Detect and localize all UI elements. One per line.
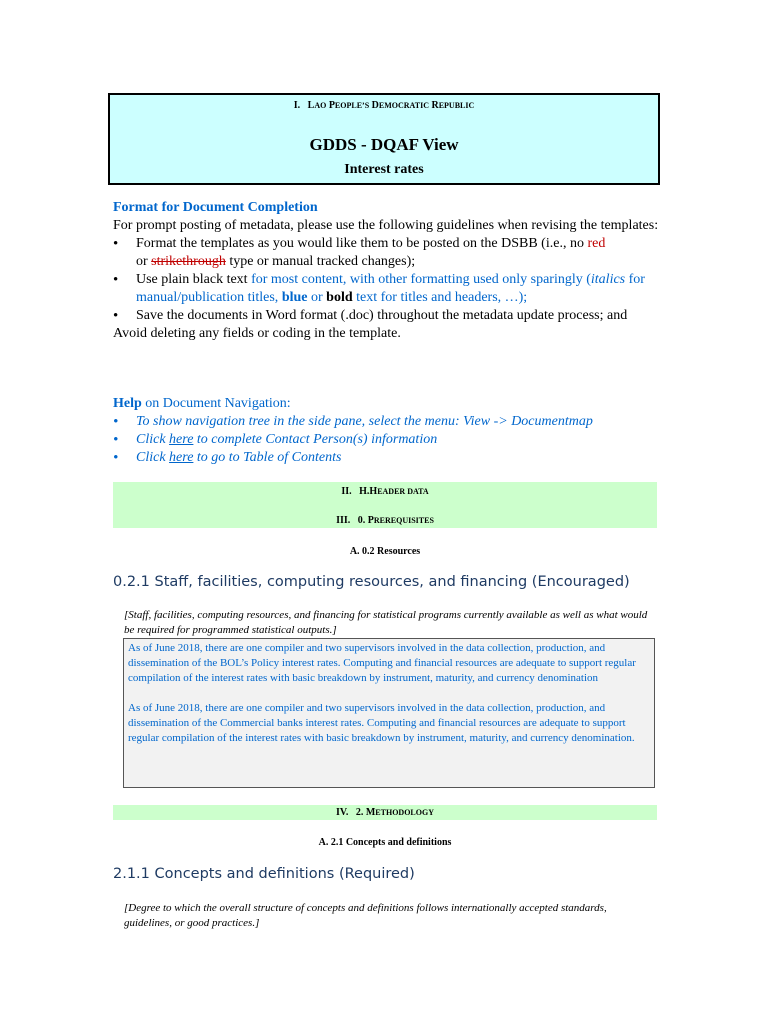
help-heading: Help on Document Navigation: (113, 396, 291, 411)
contact-person-link[interactable]: here (169, 432, 194, 447)
heading-2-1-1: 2.1.1 Concepts and definitions (Required) (113, 866, 415, 882)
section-band-header (113, 482, 657, 528)
section-iv-heading: IV. 2. METHODOLOGY (113, 805, 657, 820)
subsection-a-resources: A. 0.2 Resources (349, 546, 421, 557)
document-subtitle: Interest rates (344, 162, 424, 177)
format-list (113, 235, 663, 325)
document-title: GDDS - DQAF View (309, 135, 459, 154)
response-box-0-2-1[interactable] (123, 638, 655, 788)
country-heading: I. LAO PEOPLE’S DEMOCRATIC REPUBLIC (293, 100, 475, 111)
response-paragraph-2: As of June 2018, there are one compiler and two supervisors involved in the data collection, production, and dissemination of the Commercial banks interest rates. Computing and financial resources are adequate to support regular compilation of the interest rates with basic breakdown by instrument, maturity, and currency denomination. (128, 702, 635, 744)
help-list (113, 413, 663, 467)
format-outro: Avoid deleting any fields or coding in the template. (113, 326, 401, 341)
subsection-a-concepts: A. 2.1 Concepts and definitions (318, 837, 452, 848)
guidance-2-1-1: [Degree to which the overall structure of concepts and definitions follows internationally accepted standards, guidelines, or good practices.] (124, 902, 607, 929)
section-iii-heading: III. 0. PREREQUISITES (336, 515, 434, 526)
format-intro: For prompt posting of metadata, please use the following guidelines when revising the templates: (113, 218, 659, 233)
help-item-1: • To show navigation tree in the side pane, select the menu: View -> Documentmap (113, 413, 663, 431)
section-ii-heading: II. H.HEADER DATA (341, 486, 429, 497)
heading-0-2-1: 0.2.1 Staff, facilities, computing resources, and financing (Encouraged) (113, 574, 630, 590)
help-section (113, 395, 663, 467)
response-paragraph-1: As of June 2018, there are one compiler and two supervisors involved in the data collection, production, and dissemination of the BOL’s Policy interest rates. Computing and financial resources are adequate to support regular compilation of the interest rates with basic breakdown by instrument, maturity, and currency denomination (128, 642, 636, 684)
guidance-0-2-1: [Staff, facilities, computing resources, and financing for statistical programs currently available as well as what would be required for programmed statistical outputs.] (124, 609, 648, 636)
format-heading: Format for Document Completion (113, 200, 318, 215)
help-item-2: • Click here to complete Contact Person(s) information (113, 431, 663, 449)
format-item-1: • Format the templates as you would like them to be posted on the DSBB (i.e., no red or strikethrough type or manual tracked changes); (113, 235, 663, 271)
format-section (113, 199, 663, 343)
table-of-contents-link[interactable]: here (169, 450, 194, 465)
format-item-3: • Save the documents in Word format (.doc) throughout the metadata update process; and (113, 307, 663, 325)
help-item-3: • Click here to go to Table of Contents (113, 449, 663, 467)
format-item-2: • Use plain black text for most content, with other formatting used only sparingly (italics for manual/publication titles, blue or bold text for titles and headers, …); (113, 271, 663, 307)
title-box (108, 93, 660, 185)
